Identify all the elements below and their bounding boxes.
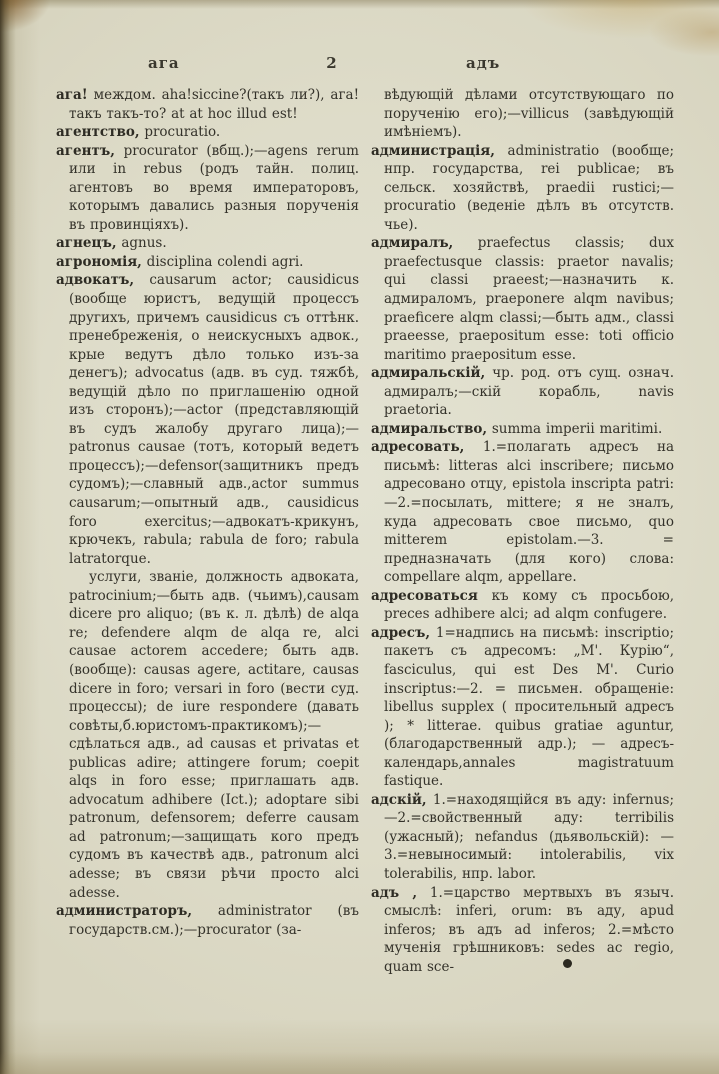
entry-body: procurator (вбщ.);—agens rerum или in rebus (родъ тайн. полиц. агентовъ во время императоровъ, которымъ давались разныя порученія въ провинціяхъ). [69,142,359,233]
headword: администраторъ, [56,903,193,920]
headword: администрація, [371,142,495,159]
entry-body: administratio (вообще; нпр. государства, rei publicae; въ сельск. хозяйствѣ, praedii rustici;—procuratio (веденіе дѣлъ въ отсутств. чье). [384,142,674,233]
headword: адвокатъ, [56,272,135,289]
dictionary-entry [371,624,674,791]
dictionary-entry [371,791,674,884]
entry-body: disciplina colendi agri. [141,253,304,270]
dictionary-entry [371,142,674,235]
headword: адскій, [371,791,427,808]
page-gutter-shadow [0,0,16,1074]
headword: ага! [56,87,88,103]
entry-paragraph [56,568,359,902]
dictionary-entry [371,438,674,586]
headword: агнецъ, [56,235,117,252]
entry-body: summa imperii maritimi. [487,420,663,437]
entry-body: procuratio. [139,124,221,141]
entry-body: 1.=полагать адресъ на письмѣ: litteras alci inscribere; письмо адресовано отцу, epistola inscripta patri:—2.=посылать, mittere; я не зналъ, куда адресовать свое письмо, quo mitterem epistolam.—3. = предназначать (для кого) слова: compellare alqm, appellare. [384,439,674,586]
dictionary-entry [56,86,359,123]
headword: адъ , [371,884,418,901]
entry-body: agnus. [116,235,167,252]
page-number: 2 [326,54,338,72]
dictionary-entry [56,234,359,253]
headword: агрономія, [56,253,142,270]
entry-body: услуги, званіе, должность адвоката, patrocinium;—быть адв. (чьимъ),causam dicere pro aliquo; (въ к. л. дѣлѣ) de alqa re; defendere alqm de alqa re, alci causae actorem accedere; быть адв. (вообще): causas agere, actitare, causas dicere in foro; versari in foro (вести суд. процессы); de iure respondere (давать совѣты,б.юристомъ-практикомъ);—сдѣлаться адв., ad causas et privatas et publicas adire; attingere forum; coepit alqs in foro esse; приглашать адв. advocatum adhibere (Ict.); adoptare sibi patronum, defensorem; deferre causam ad patronum;—защищать кого предъ судомъ въ качествѣ адв., patronum alci adesse; въ связи рѣчи просто alci adesse. [69,569,359,901]
headword: адресъ, [371,624,431,641]
headword: адресовать, [371,439,465,456]
dictionary-entry [371,234,674,364]
entry-paragraph [371,86,674,142]
printers-dot-icon [563,959,572,968]
entry-body: чр. род. отъ сущ. означ. адмиралъ;—скій корабль, navis praetoria. [384,365,674,419]
dictionary-entry [56,902,359,939]
right-column [371,86,674,976]
dictionary-entry [56,271,359,568]
dictionary-entry [371,587,674,624]
entry-body: praefectus classis; dux praefectusque classis: praetor navalis; qui classi praeest;—назначить к. адмираломъ, praeponere alqm navibus; praeficere alqm classi;—быть адм., classi praeesse, praepositum esse: toti officio maritimo praepositum esse. [384,235,674,363]
dictionary-entry [56,253,359,272]
running-header [0,54,719,76]
headword: адмиральство, [371,420,488,437]
text-block [56,86,674,976]
headword: адмиралъ, [371,235,454,252]
header-keyword-right: адъ [466,54,501,72]
dictionary-entry [371,364,674,420]
entry-body: междом. aha!siccine?(такъ ли?), ага! такъ такъ-то? at at hoc illud est! [69,87,359,122]
dictionary-entry [371,884,674,977]
entry-body: 1.=царство мертвыхъ въ языч. смыслѣ: inferi, orum: въ аду, apud inferos; въ адъ ad inferos; 2.=мѣсто мученія грѣшниковъ: sedes ac regio, quam sce- [384,884,674,975]
entry-body: 1=надпись на письмѣ: inscriptio; пакетъ съ адресомъ: „М'. Курію“, fasciculus, qui est Des M'. Curio inscriptus:—2. = письмен. обращеніе: libellus supplex ( просительный адресъ ); * litterae. quibus gratiae aguntur, (благодарственный адр.); — адресъ-календарь,annales magistratuum fastique. [384,624,674,790]
header-keyword-left: ага [148,54,180,72]
page-bottom-shadow [0,1052,719,1074]
dictionary-entry [56,142,359,235]
entry-body: administrator (въ государств.см.);—procurator (за- [69,903,359,938]
entry-body: вѣдующій дѣлами отсутствующаго по порученію его);—villicus (завѣдующій имѣніемъ). [384,87,674,141]
dictionary-entry [371,420,674,439]
headword: агентъ, [56,142,115,159]
left-column [56,86,359,976]
entry-body: 1.=находящійся въ аду: infernus;—2.=свойственный аду: terribilis (ужасный); nefandus (дьявольскій): — 3.=невыносимый: intolerabilis, vix tolerabilis, нпр. labor. [384,791,674,882]
headword: адмиральскій, [371,365,486,382]
headword: адресоваться [371,587,478,604]
dictionary-entry [56,123,359,142]
entry-body: causarum actor; causidicus (вообще юристъ, ведущій процессъ другихъ, причемъ causidicus съ оттѣнк. пренебреженія, о неискусныхъ адвок., крые ведутъ дѣло только изъ-за денегъ); advocatus (адв. въ суд. тяжбѣ, ведущій дѣло по приглашенію одной изъ сторонъ);—actor (представляющій въ судъ жалобу другаго лица);—patronus causae (тотъ, который ведетъ процессъ);—defensor(защитникъ предъ судомъ);—славный адв.,actor summus causarum;—опытный адв., causidicus foro exercitus;—адвокатъ-крикунъ, крючекъ, rabula; rabula de foro; rabula latratorque. [69,272,359,567]
headword: агентство, [56,124,140,141]
entry-body: къ кому съ просьбою, preces adhibere alci; ad alqm confugere. [384,587,674,623]
